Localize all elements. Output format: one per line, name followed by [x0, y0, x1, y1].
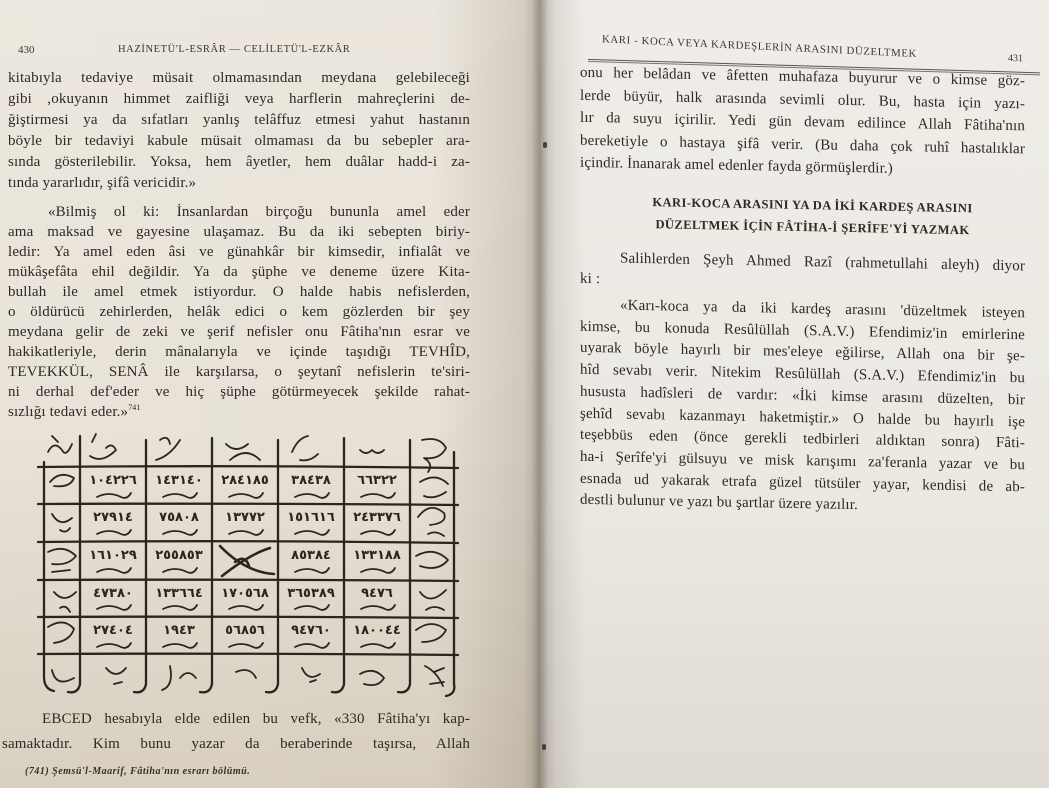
text-line: tında yararlıdır, şifâ vericidir.»: [8, 175, 197, 191]
calligraphy-stroke: [52, 514, 72, 532]
text-line: sında gösterilebilir. Yoksa, hem âyetler, hem duâlar hadd-i za-: [8, 154, 470, 170]
footnote-reference: 741: [128, 403, 141, 412]
calligraphy-stroke: [220, 546, 274, 576]
right-page-content: [540, 0, 1049, 788]
text-line: uyarak böyle hayırlı bir mes'eleye eğilirse, Allah ona bir şe-: [580, 340, 1025, 365]
grid-line: [38, 654, 458, 655]
text-line: bereketiyle o hastaya şifâ verir. (Bu daha çok ruhî hastalıklar: [580, 132, 1025, 157]
vefk-cell-number: ٢٧٩١٤: [93, 510, 133, 525]
vefk-cell-number: ٩٤٧٦: [361, 586, 393, 601]
vefk-cell-number: ١٧٠٥٦٨: [221, 586, 269, 601]
text-line: ha-i Şerîfe'yi gülsuyu ve misk karışımı za'feranla yazar ve bu: [580, 448, 1025, 474]
vefk-cell-number: ١٩٤٣: [163, 623, 195, 638]
calligraphy-stroke: [420, 590, 446, 610]
calligraphy-stroke: [106, 668, 126, 684]
calligraphy-stroke: [420, 477, 448, 497]
text-line: onu her belâdan ve âfetten muhafaza buyurur ve o kimse göz-: [580, 64, 1025, 90]
vefk-cell-number: ١٦١٠٢٩: [89, 548, 137, 563]
calligraphy-stroke: [162, 666, 196, 690]
grid-line: [38, 541, 458, 543]
text-line: [8, 402, 470, 422]
text-line: teşebbüs eden (önce gerekli tedbirleri aldıktan sonra) Fâti-: [580, 426, 1025, 452]
text-line: meydana gelir de zeki ve şerif nefisler onu Fâtiha'nın esrar ve: [8, 324, 470, 340]
calligraphy-stroke: [236, 670, 256, 678]
page-number: 431: [1008, 52, 1023, 65]
paragraph: [8, 68, 470, 194]
paragraph: [580, 248, 1025, 299]
calligraphy-stroke: [156, 438, 180, 460]
vefk-numbers: [89, 473, 401, 638]
vefk-cell-number: ١٣٧٧٢: [225, 510, 265, 525]
text-line: içindir. İnanarak amel edenler fayda görmüşlerdir.): [580, 154, 893, 177]
text-line: «Karı-koca ya da iki kardeş arasını 'düzeltmek isteyen: [620, 297, 1025, 322]
vefk-cell-number: ٢٧٤٠٤: [93, 623, 133, 638]
heading-line: KARI-KOCA ARASINI YA DA İKİ KARDEŞ ARASINI: [652, 195, 973, 216]
right-page: [540, 0, 1049, 788]
text-line: kimse, bu konuda Resûlüllah (S.A.V.) Efendimiz'in emirlerine: [580, 318, 1025, 344]
vefk-cell-number: ٢٥٥٨٥٣: [155, 548, 203, 563]
text-line-content: sızlığı tedavi eder.»: [8, 404, 129, 420]
vefk-caption: [2, 707, 470, 757]
grid-line: [446, 452, 454, 696]
text-line: samaktadır. Kim bunu yazar da beraberinde taşırsa, Allah: [2, 736, 470, 752]
gutter-mark: [542, 744, 546, 750]
calligraphy-stroke: [292, 436, 318, 460]
text-line: EBCED hesabıyla elde edilen bu vefk, «330 Fâtiha'yı kap-: [42, 711, 470, 727]
grid-line: [38, 466, 458, 468]
vefk-cell-number: ٥٦٨٥٦: [225, 623, 265, 638]
section-heading: [590, 190, 1035, 243]
text-line: o öldürücü zehirlerden, helâk edici o kem gözlerden bir şey: [8, 304, 470, 320]
page-number: 430: [18, 44, 35, 56]
text-line: ki :: [580, 270, 601, 288]
text-line: destli bulunur ve yazı bu şartlar üzere yazılır.: [580, 492, 858, 514]
vefk-cell-number: ١٤٣١٤٠: [155, 473, 203, 488]
vefk-cell-number: ١٨٠٠٤٤: [353, 623, 401, 638]
grid-line: [38, 580, 458, 581]
vefk-table: [30, 422, 480, 707]
grid-line: [38, 504, 458, 505]
text-line: TEVEKKÜL, SENÂ ile karşılarsa, o şeytanî nefislerin te'siri-: [8, 364, 470, 380]
vefk-cell-number: ٨٥٣٨٤: [291, 548, 331, 563]
calligraphy-stroke: [97, 493, 395, 498]
calligraphy-stroke: [97, 643, 395, 648]
paragraph: [580, 62, 1025, 183]
heading-line: DÜZELTMEK İÇİN FÂTİHA-İ ŞERÎFE'Yİ YAZMAK: [655, 217, 970, 238]
vefk-cell-number: ١٠٤٢٢٦: [89, 473, 137, 488]
text-line: ama maksad ve gayesine ulaşamaz. Bu da iki sebepten biriy-: [8, 224, 470, 240]
text-line: lerde büyür, halk arasında sevimli olur. Bu, hasta için yazı-: [580, 87, 1025, 112]
calligraphy-stroke: [416, 624, 446, 642]
text-line: ledir: Ya amel eden âsi ve günahkâr bir kimsedir, infialât ve: [8, 244, 470, 260]
text-line: böyle bir tedaviyi kabule müsait olmaması da bu sebepler ara-: [8, 133, 470, 149]
vefk-cell-number: ٢٤٣٣٧٦: [353, 510, 401, 525]
vefk-cell-number: ٧٥٨٠٨: [159, 510, 199, 525]
text-line: hususta hadîsleri de vardır: «İki kimse arasını düzelten, bir: [580, 383, 1025, 409]
book-gutter: [532, 0, 548, 788]
text-line: gibi ,okuyanın himmet zaifliği veya harflerin mahreçlerini de-: [8, 91, 470, 107]
grid-line: [38, 617, 458, 618]
vefk-cell-number: ٢٨٤١٨٥: [221, 473, 269, 488]
vefk-cell-number: ٦٦٣٢٢: [357, 473, 397, 488]
text-line: lır da suyu içirilir. Yedi gün devam edilince Allah Fâtiha'nın: [580, 109, 1025, 135]
text-line: «Bilmiş ol ki: İnsanlardan birçoğu bununla amel eder: [48, 204, 470, 220]
text-line: hîd sevabı verir. Nitekim Resûlüllah (S.A.V.) Efendimiz'in bu: [580, 361, 1025, 387]
text-line: şehîd sevabı kazanmayı haketmiştir.» O halde bu hayırlı işe: [580, 405, 1025, 430]
text-line: mükâşefâta ehil değildir. Ya da şüphe ve deneme üzere Kita-: [8, 264, 470, 280]
paragraph: [580, 295, 1025, 521]
calligraphy-stroke: [48, 549, 76, 572]
calligraphy-stroke: [418, 508, 445, 536]
vefk-cell-number: ١٥١٦١٦: [287, 510, 335, 525]
calligraphy-stroke: [425, 666, 444, 686]
calligraphy-stroke: [97, 530, 395, 535]
calligraphy-stroke: [97, 568, 395, 573]
gutter-mark: [543, 142, 547, 148]
text-line: ğiştirmesi ya da sıfatları yanlış telâffuz etmesi yahut hastanın: [8, 112, 470, 128]
text-line: bullah ile amel etmek istiyordur. O halde habis nefislerden,: [8, 284, 470, 300]
text-line: ni derhal def'eder ve hiç şüphe götürmeyecek şekilde rahat-: [8, 384, 470, 400]
calligraphy-stroke: [52, 670, 74, 682]
text-line: Salihlerden Şeyh Ahmed Razî (rahmetullahi aleyh) diyor: [620, 250, 1025, 275]
grid-line: [44, 462, 54, 691]
calligraphy-stroke: [48, 622, 74, 643]
calligraphy-stroke: [90, 434, 116, 459]
calligraphy-stroke: [54, 592, 76, 612]
vefk-cell-number: ٣٨٤٣٨: [291, 473, 331, 488]
calligraphy-stroke: [50, 475, 74, 487]
calligraphy-stroke: [360, 450, 384, 453]
calligraphy-stroke: [226, 444, 260, 460]
vefk-cell-number: ١٣٣٦٦٤: [155, 586, 203, 601]
vefk-cell-number: ٤٧٣٨٠: [93, 586, 133, 601]
vefk-cell-number: ١٣٣١٨٨: [353, 548, 401, 563]
paragraph: [8, 202, 470, 422]
text-line: kitabıyla tedaviye müsait olmamasından meydana gelebileceği: [8, 70, 470, 86]
text-line: esnada ud yakarak etrafa güzel tütsüler yayar, kendisi de ab-: [580, 470, 1025, 495]
calligraphy-stroke: [48, 436, 72, 453]
vefk-cell-number: ٩٤٧٦٠: [291, 623, 331, 638]
calligraphy-stroke: [302, 668, 320, 682]
calligraphy-stroke: [360, 671, 384, 685]
vefk-cell-number: ٣٦٥٣٨٩: [287, 586, 335, 601]
calligraphy-stroke: [97, 605, 395, 610]
calligraphy-stroke: [416, 552, 448, 568]
text-line: hakikatleriyle, derin mânalarıyla ve içinde taşıdığı TEVHÎD,: [8, 344, 470, 360]
running-head: HAZİNETÜ'L-ESRÂR — CELİLETÜ'L-EZKÂR: [118, 44, 351, 55]
running-head: KARI - KOCA VEYA KARDEŞLERİN ARASINI DÜZELTMEK: [602, 33, 917, 61]
footnote: (741) Şemsü'l-Maarif, Fâtiha'nın esrarı bölümü.: [25, 766, 251, 777]
